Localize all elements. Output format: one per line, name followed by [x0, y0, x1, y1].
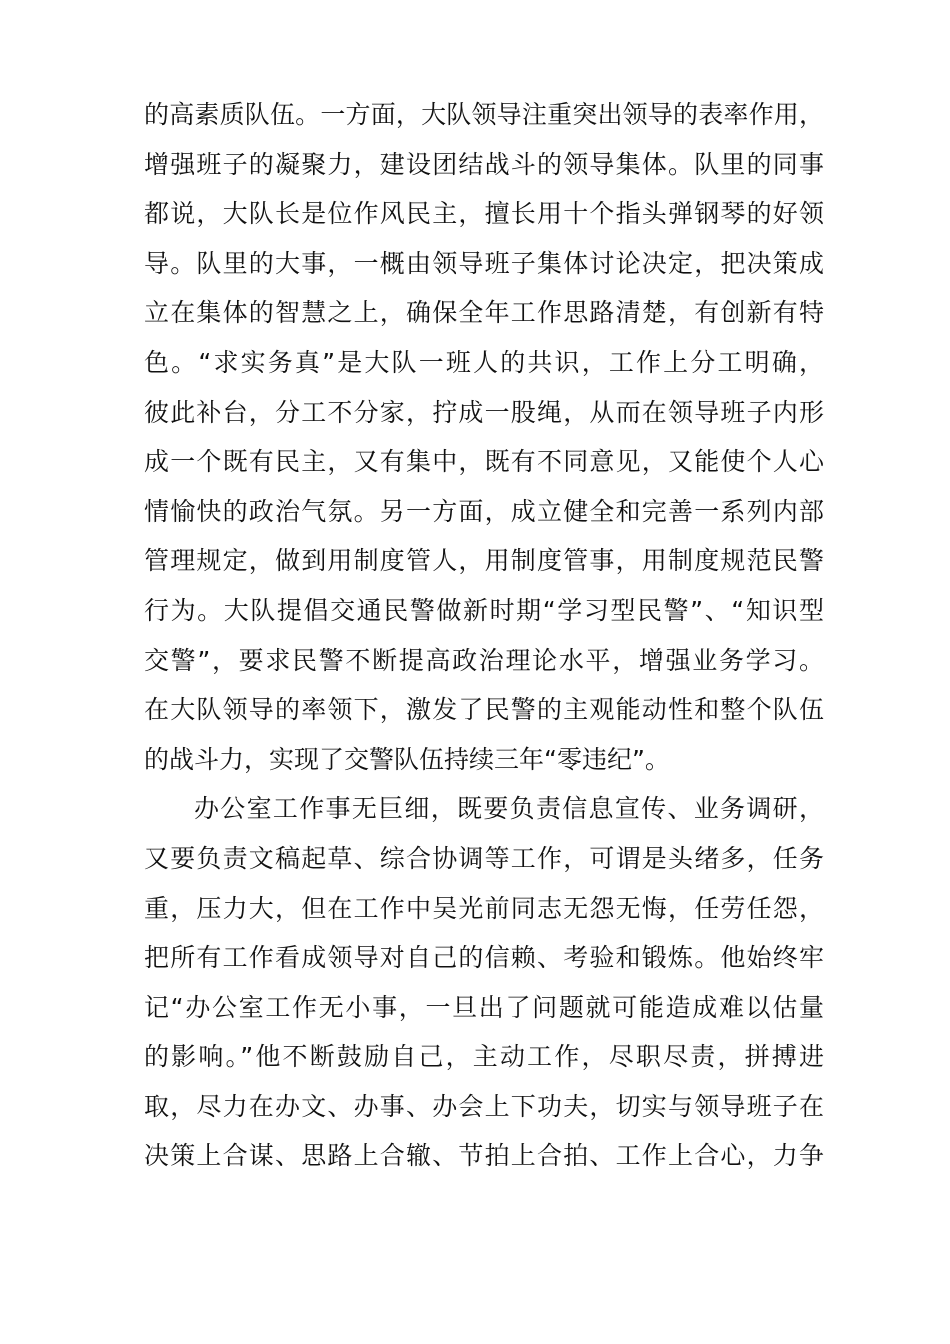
text-line: 重，压力大，但在工作中吴光前同志无怨无悔，任劳任怨，: [144, 893, 824, 923]
text-line: 立在集体的智慧之上，确保全年工作思路清楚，有创新有特: [144, 298, 824, 328]
text-line: 都说，大队长是位作风民主，擅长用十个指头弹钢琴的好领: [144, 199, 824, 229]
text-line: 取，尽力在办文、办事、办会上下功夫，切实与领导班子在: [144, 1091, 824, 1121]
text-line: 行为。大队提倡交通民警做新时期“学习型民警”、“知识型: [144, 595, 824, 625]
text-line: 办公室工作事无巨细，既要负责信息宣传、业务调研，: [194, 794, 824, 824]
text-line: 管理规定，做到用制度管人，用制度管事，用制度规范民警: [144, 546, 824, 576]
text-line: 记“办公室工作无小事，一旦出了问题就可能造成难以估量: [144, 992, 824, 1022]
text-line: 导。队里的大事，一概由领导班子集体讨论决定，把决策成: [144, 248, 824, 278]
text-line: 决策上合谋、思路上合辙、节拍上合拍、工作上合心，力争: [144, 1141, 824, 1171]
text-line: 把所有工作看成领导对自己的信赖、考验和锻炼。他始终牢: [144, 943, 824, 973]
text-line: 在大队领导的率领下，激发了民警的主观能动性和整个队伍: [144, 695, 824, 725]
text-line: 增强班子的凝聚力，建设团结战斗的领导集体。队里的同事: [144, 149, 824, 179]
text-line: 的影响。”他不断鼓励自己，主动工作，尽职尽责，拼搏进: [144, 1042, 824, 1072]
text-line: 又要负责文稿起草、综合协调等工作，可谓是头绪多，任务: [144, 843, 824, 873]
text-line: 色。“求实务真”是大队一班人的共识，工作上分工明确，: [144, 347, 824, 377]
text-line: 成一个既有民主，又有集中，既有不同意见，又能使个人心: [144, 447, 824, 477]
text-line: 交警”，要求民警不断提高政治理论水平，增强业务学习。: [144, 645, 824, 675]
document-body: [144, 90, 824, 1181]
text-line: 的高素质队伍。一方面，大队领导注重突出领导的表率作用，: [144, 100, 824, 129]
text-line: 彼此补台，分工不分家，拧成一股绳，从而在领导班子内形: [144, 397, 824, 427]
text-line: 的战斗力，实现了交警队伍持续三年“零违纪”。: [144, 744, 670, 774]
text-line: 情愉快的政治气氛。另一方面，成立健全和完善一系列内部: [144, 496, 824, 526]
